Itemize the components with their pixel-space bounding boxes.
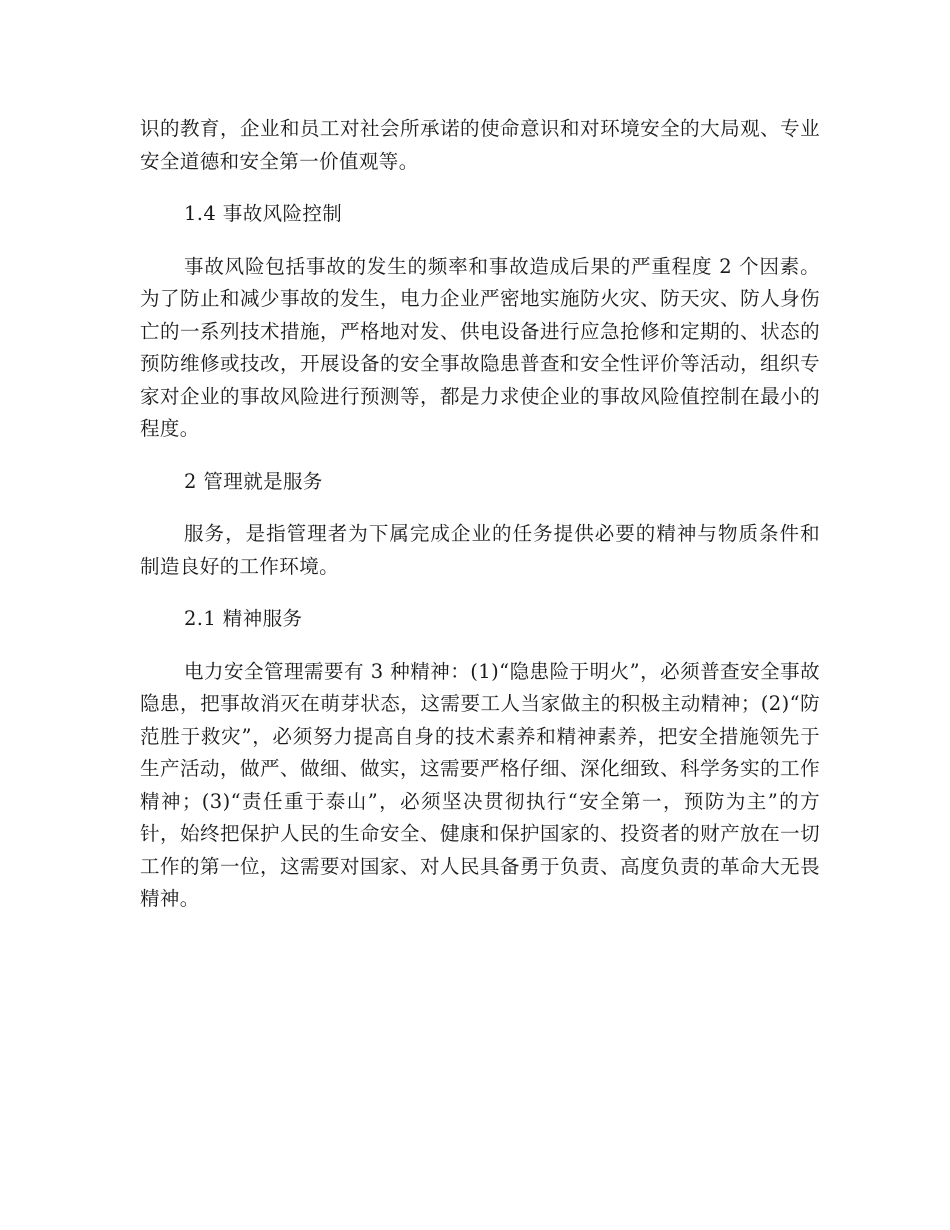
paragraph-accident-risk: 事故风险包括事故的发生的频率和事故造成后果的严重程度 2 个因素。为了防止和减少事故的发生，电力企业严密地实施防火灾、防天灾、防人身伤亡的一系列技术措施，严格地对发、供电设备进行应急抢修和定期的、状态的预防维修或技改，开展设备的安全事故隐患普查和安全性评价等活动，组织专家对企业的事故风险进行预测等，都是力求使企业的事故风险值控制在最小的程度。 <box>140 254 820 440</box>
paragraph-intro-continuation: 识的教育，企业和员工对社会所承诺的使命意识和对环境安全的大局观、专业安全道德和安全第一价值观等。 <box>140 117 820 173</box>
document-body <box>140 113 820 916</box>
section-heading-1-4: 1.4 事故风险控制 <box>184 202 343 225</box>
section-heading-2: 2 管理就是服务 <box>184 469 323 493</box>
section-heading-2-1: 2.1 精神服务 <box>184 607 303 630</box>
paragraph-spiritual-service: 电力安全管理需要有 3 种精神：(1)“隐患险于明火”，必须普查安全事故隐患，把事故消灭在萌芽状态，这需要工人当家做主的积极主动精神；(2)“防范胜于救灾”，必须努力提高自身的技术素养和精神素养，把安全措施领先于生产活动，做严、做细、做实，这需要严格仔细、深化细致、科学务实的工作精神；(3)“责任重于泰山”，必须坚决贯彻执行“安全第一，预防为主”的方针，始终把保护人民的生命安全、健康和保护国家的、投资者的财产放在一切工作的第一位，这需要对国家、对人民具备勇于负责、高度负责的革命大无畏精神。 <box>140 659 820 910</box>
paragraph-service-definition: 服务，是指管理者为下属完成企业的任务提供必要的精神与物质条件和制造良好的工作环境。 <box>140 522 820 578</box>
